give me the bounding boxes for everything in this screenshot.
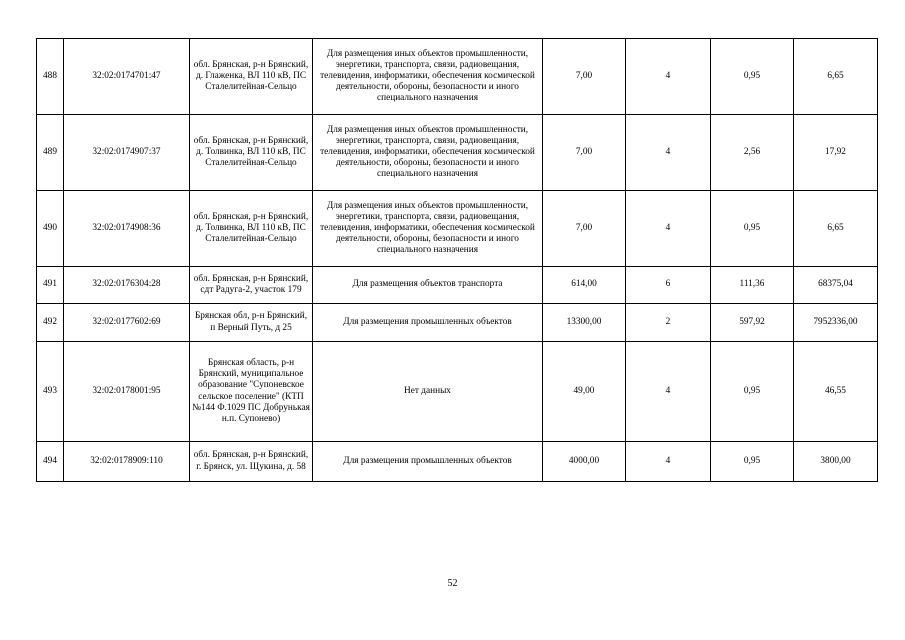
purpose: Для размещения промышленных объектов <box>313 442 543 482</box>
row-number: 488 <box>37 39 64 115</box>
data-table <box>36 38 878 482</box>
group: 4 <box>626 342 711 442</box>
rate: 0,95 <box>711 342 794 442</box>
rate: 597,92 <box>711 304 794 342</box>
purpose: Для размещения иных объектов промышленности, энергетики, транспорта, связи, радиовещания, телевидения, информатики, обеспечения космической деятельности, обороны, безопасности и иного специального назначения <box>313 39 543 115</box>
table-row <box>37 191 878 267</box>
row-number: 490 <box>37 191 64 267</box>
area: 7,00 <box>543 191 626 267</box>
group: 4 <box>626 39 711 115</box>
row-number: 489 <box>37 115 64 191</box>
rate: 2,56 <box>711 115 794 191</box>
row-number: 494 <box>37 442 64 482</box>
table-row <box>37 39 878 115</box>
rate: 111,36 <box>711 267 794 304</box>
cadastral-number: 32:02:0174907:37 <box>64 115 190 191</box>
purpose: Для размещения объектов транспорта <box>313 267 543 304</box>
cadastral-number: 32:02:0177602:69 <box>64 304 190 342</box>
value: 17,92 <box>794 115 878 191</box>
value: 6,65 <box>794 39 878 115</box>
address: обл. Брянская, р-н Брянский, д. Толвинка, ВЛ 110 кВ, ПС Сталелитейная-Сельцо <box>190 191 313 267</box>
cadastral-number: 32:02:0176304:28 <box>64 267 190 304</box>
table-row <box>37 304 878 342</box>
table-row <box>37 115 878 191</box>
rate: 0,95 <box>711 39 794 115</box>
row-number: 493 <box>37 342 64 442</box>
group: 4 <box>626 115 711 191</box>
cadastral-number: 32:02:0178909:110 <box>64 442 190 482</box>
page-number: 52 <box>447 578 458 589</box>
value: 46,55 <box>794 342 878 442</box>
area: 13300,00 <box>543 304 626 342</box>
cadastral-number: 32:02:0174701:47 <box>64 39 190 115</box>
address: Брянская область, р-н Брянский, муниципальное образование "Супоневское сельское поселение" (КТП №144 Ф.1029 ПС Добрунькая н.п. Супонево) <box>190 342 313 442</box>
address: обл. Брянская, р-н Брянский, г. Брянск, ул. Щукина, д. 58 <box>190 442 313 482</box>
area: 4000,00 <box>543 442 626 482</box>
cadastral-number: 32:02:0178001:95 <box>64 342 190 442</box>
area: 614,00 <box>543 267 626 304</box>
row-number: 492 <box>37 304 64 342</box>
purpose: Для размещения иных объектов промышленности, энергетики, транспорта, связи, радиовещания, телевидения, информатики, обеспечения космической деятельности, обороны, безопасности и иного специального назначения <box>313 191 543 267</box>
value: 3800,00 <box>794 442 878 482</box>
rate: 0,95 <box>711 191 794 267</box>
group: 6 <box>626 267 711 304</box>
group: 4 <box>626 191 711 267</box>
table-row <box>37 267 878 304</box>
address: Брянская обл, р-н Брянский, п Верный Путь, д 25 <box>190 304 313 342</box>
value: 7952336,00 <box>794 304 878 342</box>
area: 7,00 <box>543 115 626 191</box>
row-number: 491 <box>37 267 64 304</box>
purpose: Для размещения промышленных объектов <box>313 304 543 342</box>
table-row <box>37 342 878 442</box>
rate: 0,95 <box>711 442 794 482</box>
group: 2 <box>626 304 711 342</box>
group: 4 <box>626 442 711 482</box>
purpose: Нет данных <box>313 342 543 442</box>
purpose: Для размещения иных объектов промышленности, энергетики, транспорта, связи, радиовещания, телевидения, информатики, обеспечения космической деятельности, обороны, безопасности и иного специального назначения <box>313 115 543 191</box>
address: обл. Брянская, р-н Брянский, д. Глаженка, ВЛ 110 кВ, ПС Сталелитейная-Сельцо <box>190 39 313 115</box>
value: 68375,04 <box>794 267 878 304</box>
address: обл. Брянская, р-н Брянский, сдт Радуга-2, участок 179 <box>190 267 313 304</box>
area: 7,00 <box>543 39 626 115</box>
table-row <box>37 442 878 482</box>
address: обл. Брянская, р-н Брянский, д. Толвинка, ВЛ 110 кВ, ПС Сталелитейная-Сельцо <box>190 115 313 191</box>
area: 49,00 <box>543 342 626 442</box>
cadastral-number: 32:02:0174908:36 <box>64 191 190 267</box>
value: 6,65 <box>794 191 878 267</box>
